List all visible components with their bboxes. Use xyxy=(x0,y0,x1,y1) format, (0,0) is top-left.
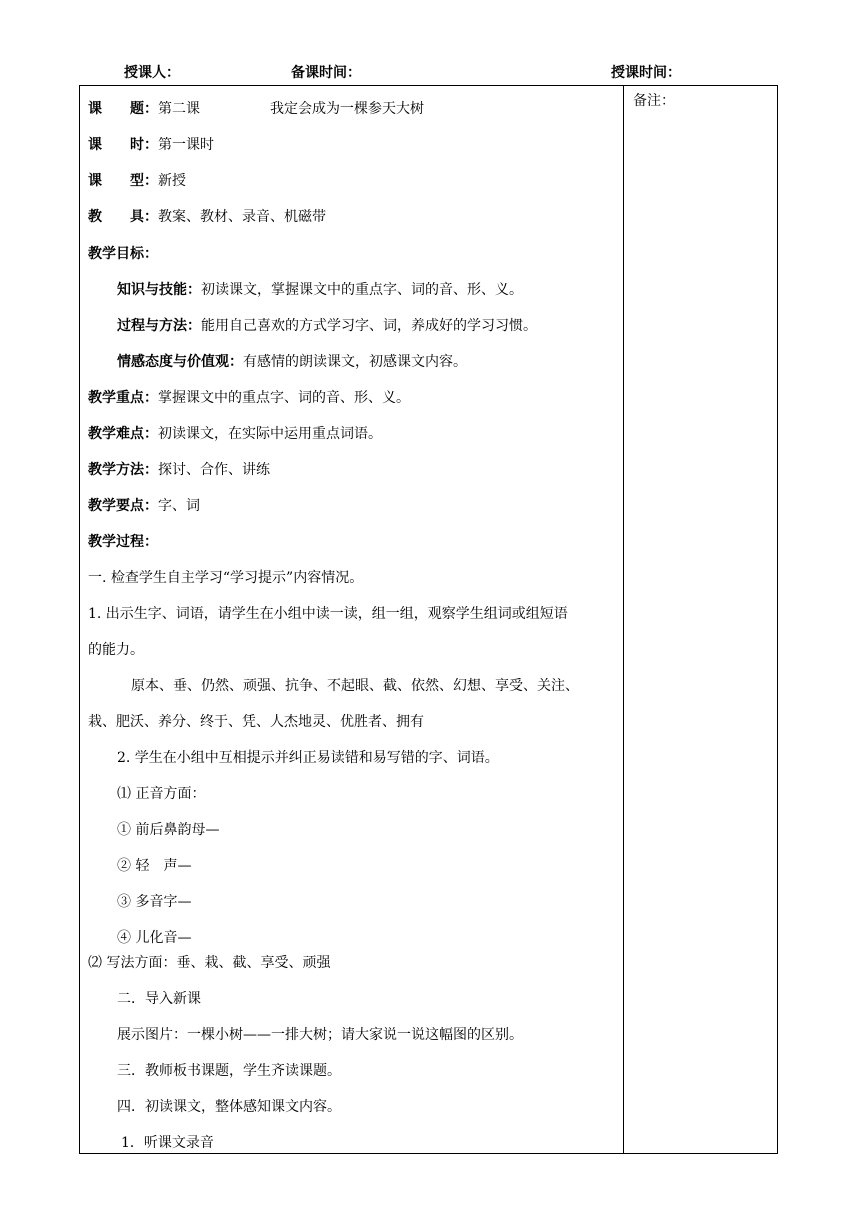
prep-time-label: 备课时间： xyxy=(291,65,361,81)
method-row xyxy=(88,461,270,479)
goal2-label: 过程与方法： xyxy=(117,318,201,334)
process-step-2b: 的能力。 xyxy=(88,642,144,658)
goal-knowledge xyxy=(117,281,523,299)
type-label: 课 型： xyxy=(88,173,158,189)
topic-value: 第二课 我定会成为一棵参天大树 xyxy=(158,101,424,117)
method-value: 探讨、合作、讲练 xyxy=(158,462,270,478)
difficulty-label: 教学难点： xyxy=(88,426,158,442)
type-value: 新授 xyxy=(158,173,186,189)
period-row xyxy=(88,136,214,154)
vocab-line-2: 栽、肥沃、养分、终于、凭、人杰地灵、优胜者、拥有 xyxy=(88,714,424,730)
process-label: 教学过程： xyxy=(88,534,158,550)
column-divider xyxy=(623,85,624,1154)
process-step-1: 一. 检查学生自主学习“学习提示”内容情况。 xyxy=(88,570,364,586)
process-step-2a: 1. 出示生字、词语，请学生在小组中读一读，组一组，观察学生组词或组短语 xyxy=(88,606,568,622)
goal-emotion xyxy=(117,353,467,371)
section-three-title: 三．教师板书课题，学生齐读课题。 xyxy=(117,1063,341,1079)
points-value: 字、词 xyxy=(158,498,200,514)
notes-label: 备注： xyxy=(633,93,675,109)
teacher-label: 授课人： xyxy=(124,65,180,81)
pronunciation-item-3: ③ 多音字— xyxy=(117,894,192,910)
key-value: 掌握课文中的重点字、词的音、形、义。 xyxy=(158,390,410,406)
method-label: 教学方法： xyxy=(88,462,158,478)
goal1-label: 知识与技能： xyxy=(117,282,201,298)
writing-heading: ⑵ 写法方面：垂、栽、截、享受、顽强 xyxy=(88,955,331,971)
class-time-label: 授课时间： xyxy=(611,65,681,81)
topic-label: 课 题： xyxy=(88,101,158,117)
pronunciation-heading: ⑴ 正音方面： xyxy=(117,786,206,802)
section-two-body: 展示图片：一棵小树——一排大树；请大家说一说这幅图的区别。 xyxy=(117,1027,523,1043)
difficulty-value: 初读课文，在实际中运用重点词语。 xyxy=(158,426,382,442)
points-row xyxy=(88,497,200,515)
topic-row xyxy=(88,100,424,118)
goal-process xyxy=(117,317,537,335)
points-label: 教学要点： xyxy=(88,498,158,514)
type-row xyxy=(88,172,186,190)
section-two-title: 二．导入新课 xyxy=(117,991,201,1007)
pronunciation-item-1: ① 前后鼻韵母— xyxy=(117,822,220,838)
goal2-value: 能用自己喜欢的方式学习字、词，养成好的学习习惯。 xyxy=(201,318,537,334)
goal3-label: 情感态度与价值观： xyxy=(117,354,243,370)
tools-value: 教案、教材、录音、机磁带 xyxy=(158,209,326,225)
difficulty-row xyxy=(88,425,382,443)
key-label: 教学重点： xyxy=(88,390,158,406)
pronunciation-item-4: ④ 儿化音— xyxy=(117,930,192,946)
goals-label: 教学目标： xyxy=(88,246,158,262)
process-step-3: 2. 学生在小组中互相提示并纠正易读错和易写错的字、词语。 xyxy=(117,750,499,766)
tools-row xyxy=(88,208,326,226)
goal1-value: 初读课文，掌握课文中的重点字、词的音、形、义。 xyxy=(201,282,523,298)
pronunciation-item-2: ② 轻 声— xyxy=(117,858,192,874)
section-four-step-1: 1．听课文录音 xyxy=(121,1135,214,1151)
goal3-value: 有感情的朗读课文，初感课文内容。 xyxy=(243,354,467,370)
period-label: 课 时： xyxy=(88,137,158,153)
vocab-line-1: 原本、垂、仍然、顽强、抗争、不起眼、截、依然、幻想、享受、关注、 xyxy=(131,678,579,694)
tools-label: 教 具： xyxy=(88,209,158,225)
section-four-title: 四．初读课文，整体感知课文内容。 xyxy=(117,1099,341,1115)
key-row xyxy=(88,389,410,407)
period-value: 第一课时 xyxy=(158,137,214,153)
